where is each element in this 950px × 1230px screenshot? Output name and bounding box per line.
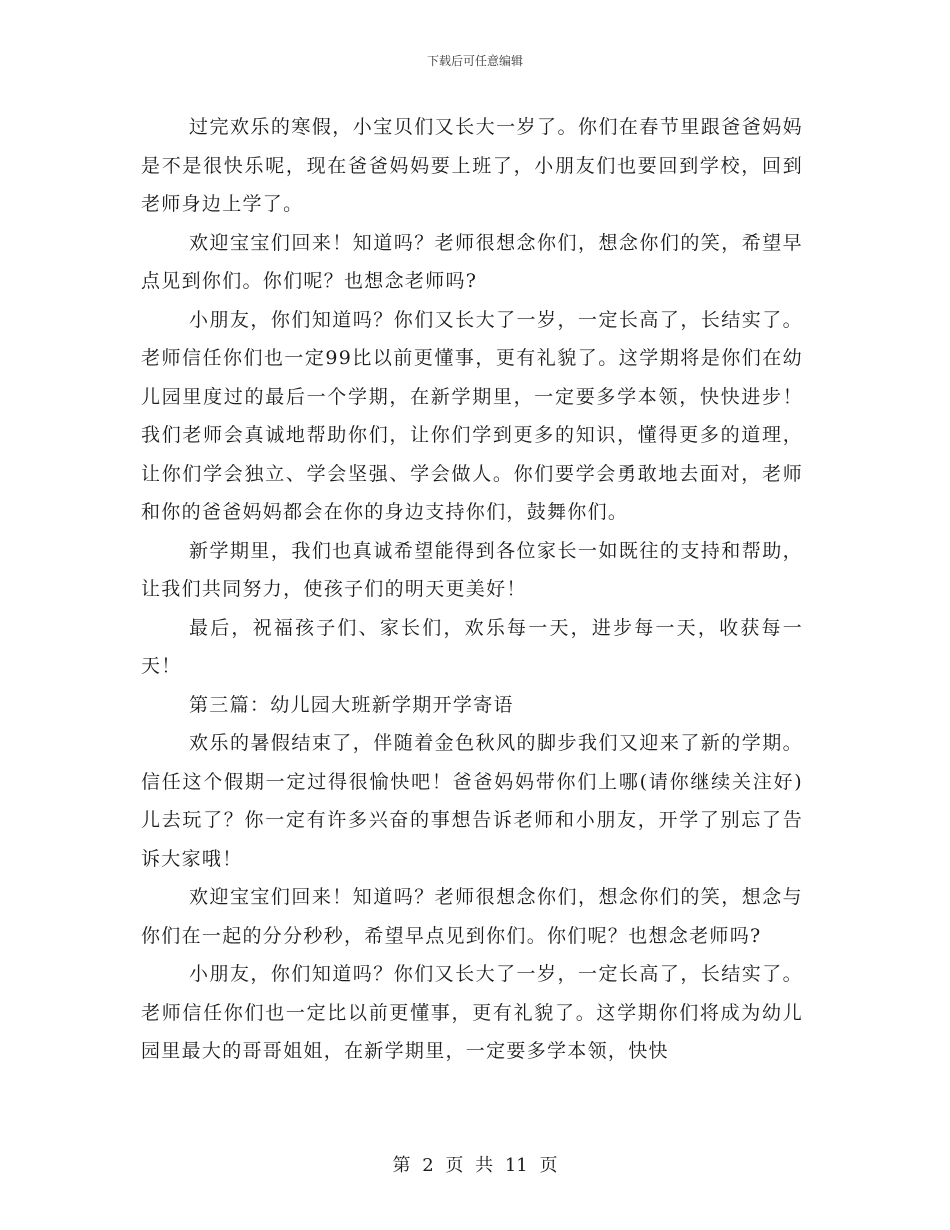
paragraph-3: 小朋友，你们知道吗？你们又长大了一岁，一定长高了，长结实了。老师信任你们也一定99比以前更懂事，更有礼貌了。这学期将是你们在幼儿园里度过的最后一个学期，在新学期里，一定要多学本领，快快进步！我们老师会真诚地帮助你们，让你们学到更多的知识，懂得更多的道理，让你们学会独立、学会坚强、学会做人。你们要学会勇敢地去面对，老师和你的爸爸妈妈都会在你的身边支持你们，鼓舞你们。 [141, 308, 803, 523]
paragraph-1: 过完欢乐的寒假，小宝贝们又长大一岁了。你们在春节里跟爸爸妈妈是不是很快乐呢，现在爸爸妈妈要上班了，小朋友们也要回到学校，回到老师身边上学了。 [141, 116, 803, 215]
paragraph-5: 最后，祝福孩子们、家长们，欢乐每一天，进步每一天，收获每一天！ [141, 616, 803, 677]
paragraph-2: 欢迎宝宝们回来！知道吗？老师很想念你们，想念你们的笑，希望早点见到你们。你们呢？也想念老师吗? [141, 231, 803, 292]
paragraph-4: 新学期里，我们也真诚希望能得到各位家长一如既往的支持和帮助，让我们共同努力，使孩子们的明天更美好！ [141, 539, 803, 600]
page-header: 下载后可任意编辑 [426, 54, 523, 68]
document-body [141, 108, 803, 1071]
paragraph-6: 欢乐的暑假结束了，伴随着金色秋风的脚步我们又迎来了新的学期。信任这个假期一定过得很愉快吧！爸爸妈妈带你们上哪(请你继续关注好)儿去玩了？你一定有许多兴奋的事想告诉老师和小朋友，开学了别忘了告诉大家哦！ [141, 732, 803, 870]
paragraph-8: 小朋友，你们知道吗？你们又长大了一岁，一定长高了，长结实了。老师信任你们也一定比以前更懂事，更有礼貌了。这学期你们将成为幼儿园里最大的哥哥姐姐，在新学期里，一定要多学本领，快快 [141, 963, 803, 1062]
page-number: 第 2 页 共 11 页 [392, 1155, 558, 1176]
paragraph-7: 欢迎宝宝们回来！知道吗？老师很想念你们，想念你们的笑，想念与你们在一起的分分秒秒，希望早点见到你们。你们呢？也想念老师吗? [141, 886, 803, 947]
section-heading: 第三篇：幼儿园大班新学期开学寄语 [189, 693, 514, 716]
